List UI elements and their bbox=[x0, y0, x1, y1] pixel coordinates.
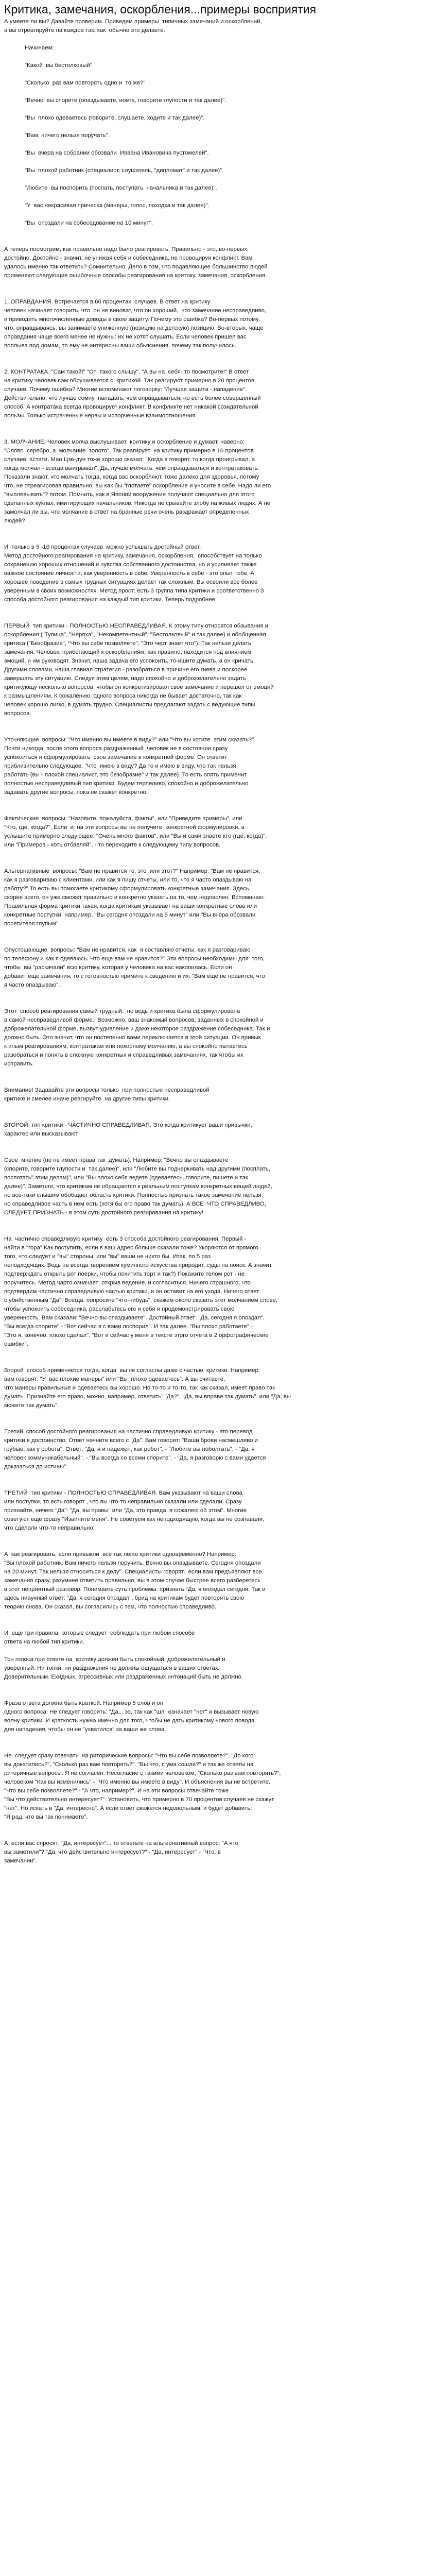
text-line: уверенность. Вам сказали: "Вечно вы опаздываете". Достойный ответ: "Да, сегодня я опоздал". bbox=[4, 1315, 265, 1321]
text-line: но все-таки слышим обобщает область критики. Полностью признать такое замечание нельзя, bbox=[4, 1192, 263, 1198]
text-line: "Сколько раз вам повторять одно и то же?" bbox=[25, 80, 146, 86]
text-line: "Вы плохой работник. Вам ничего нельзя поручить. Вечно вы опаздываете. Сегодня опоздали bbox=[4, 1560, 261, 1566]
text-line: применяют следующие ошибочные способы реагирования на критику, замечания, оскорбления. bbox=[4, 273, 267, 279]
intro-paragraph bbox=[4, 18, 432, 35]
text-line: Показали знают, что молчать тогда, когда вас оскорбляют, тоже далеко для здоровья, потому bbox=[4, 474, 259, 480]
text-line: А теперь посмотрим, как правильно надо было реагировать. Правильно - это, во-первых, bbox=[4, 246, 249, 252]
text-line: успокоиться и сформулировать свое замечание в конкретной форме. Он ответит bbox=[4, 754, 228, 760]
text-line: по телефону и как я одеваюсь. Что еще вам не нравится?" Эти вопросы необходимы для того, bbox=[4, 956, 265, 962]
text-line: что, оправдываясь, вы занимаете униженную (позицию на детскую) позицию. Во-вторых, чаще bbox=[4, 325, 264, 331]
text-line: Другими словами, наша главная стратегия - разобраться в причине его гнева и поскорее bbox=[4, 667, 248, 673]
text-line: как я разговариваю с клиентами, или как я пишу отчеты, или то, что я часто опаздываю на bbox=[4, 877, 252, 883]
text-line: что манеры правильные и одеваетесь вы хорошо. Но то-то и то-то, так как сказал, имеет право так bbox=[4, 1385, 275, 1391]
text-line: посетителя глупым". bbox=[4, 921, 60, 927]
text-line: И только в 5 -10 процентах случаев можно услышать достойный ответ. bbox=[4, 544, 201, 550]
text-line: на критику человек сам обрушивается с критикой. Так реагируют примерно в 20 процентов bbox=[4, 378, 255, 384]
text-line: неподходящих. Ведь не всегда творением куминного искусства природит, суды на поиск. А значит, bbox=[4, 1262, 273, 1268]
text-line: того, что следует и "вы" стороны, или "вы" ваши не никто бы. Итак, по 5 раз bbox=[4, 1253, 211, 1260]
text-line: 1. ОПРАВДАНИЯ. Встречается в 60 процентах случаев. В ответ на критику bbox=[4, 299, 211, 305]
text-line: чтобы вы "раскачали" всю критику, которая у человека на вас накопилась. Если он bbox=[4, 964, 232, 971]
text-line: сохранению хороших отношений и чувства собственного достоинства, но и усиливает также bbox=[4, 562, 257, 568]
text-line: эмоций, и им руководят. Значит, наша задача его успокоить, то-ишите думать, а он кричать. bbox=[4, 658, 255, 664]
text-line: характер или высказывают bbox=[4, 1131, 78, 1137]
paragraph-1 bbox=[4, 245, 432, 280]
text-line: Уточняющие вопросы: "Что именно вы имеете в виду?" или "Что вы хотите этим сказать?". bbox=[4, 737, 256, 743]
text-line: я часто опаздываю". bbox=[4, 982, 60, 988]
text-line: Метод достойного реагирования на критику, замечания, оскорбления, способствует на только bbox=[4, 553, 262, 559]
text-line: сделанных куклах, имитирующих начальников. Никогда не срывайте злобу на живых людях. А не bbox=[4, 500, 271, 506]
text-line: удалось именно так ответить? Сомнительно. Дело в том, что подавляющее большинство людей bbox=[4, 264, 268, 270]
text-line: далее)". Заметьте, что критикам не обращаются к реальным поступкам конкретных вещей людей, bbox=[4, 1183, 272, 1190]
text-line: полностью несправедливый тип критики. Будем терпеливо, спокойно и доброжелательно bbox=[4, 781, 249, 787]
text-line: для нападения, чтобы он не "ухватился" за ваши же слова. bbox=[4, 1726, 166, 1733]
paragraph-3 bbox=[4, 368, 432, 420]
paragraph-18 bbox=[4, 1489, 432, 1533]
text-line: "У вас некрасивая прическа (манеры, голос, походка и так далее)". bbox=[25, 202, 210, 209]
text-line: А умеете ли вы? Давайте проверим. Приведем примеры типичных замечаний и оскорблений, bbox=[4, 19, 262, 25]
text-line: "Я рад, что вы так понимаете". bbox=[4, 1814, 88, 1820]
text-line: замолчал ли вы, что молчание в ответ на бранные речи очень раздражает определенных bbox=[4, 509, 249, 515]
paragraph-5 bbox=[4, 543, 432, 604]
paragraph-22 bbox=[4, 1699, 432, 1734]
text-line: "Какой вы бестолковый". bbox=[25, 62, 94, 69]
text-line: к размышлениям. К сожалению, одного вопроса никогда не бывает достаточно, так как bbox=[4, 693, 242, 699]
text-line: должно быть. Это значит, что он постепенно вами переключается в этой ситуации. Он привык bbox=[4, 1035, 261, 1041]
text-line: А как реагировать, если привыкли все так легко критики одновременно? Например: bbox=[4, 1551, 237, 1557]
text-line: а вы отреагируйте на каждое так, как обычно это делаете. bbox=[4, 27, 165, 33]
text-line: оправдания чаще всего менее не нужны: их не хотят слушать. Если человек пришел вас bbox=[4, 334, 247, 340]
text-line: можете так думать". bbox=[4, 1402, 59, 1409]
text-line: поручитесь. Метод чарто означает: открыв ведение, и согласиться. Ничего страшного, что bbox=[4, 1280, 251, 1286]
text-line: когда молчал - всегда выигрывал". Да, лучше молчать, чем оправдываться и контратаковать. bbox=[4, 465, 259, 471]
text-line: разобраться и понять в сложную конкретных и справедливых замечаниях, так чтобы их bbox=[4, 1052, 243, 1058]
text-line: Внимание! Задавайте эти вопросы только при полностью несправедливой bbox=[4, 1087, 210, 1093]
paragraph-13 bbox=[4, 1121, 432, 1139]
text-line: А если вас спросят: "Да, интересует"... то ответьте на альтернативный вопрос: "А что bbox=[4, 1840, 238, 1846]
text-line: поплыва под домам, то ему не интересны ваши обьяснения, почему так получилось. bbox=[4, 343, 236, 349]
text-line: "выплевывать"? потом. Помнить, как в Японии вооружение получают специально для этого bbox=[4, 492, 255, 498]
paragraph-10 bbox=[4, 946, 432, 990]
text-line: Опустошающие вопросы: "Вам не нравится, как я составляю отчеты, как я разговариваю bbox=[4, 947, 251, 953]
text-line: вопросов. bbox=[4, 710, 31, 717]
paragraph-15 bbox=[4, 1235, 432, 1349]
text-line: "Вы плохой работник (специалист, слушатель, "дипломат" и так далее)". bbox=[25, 167, 224, 174]
text-line: риторичные вопросы. Я не согласен. Несогласие с такими человеком, "Сколько раз вам повторять?", bbox=[4, 1770, 281, 1776]
text-line: найти в "гора" Как поступить, если в ваш адрес больше сказали тоже? Укоряются от прямого bbox=[4, 1245, 258, 1251]
text-line: способ. А контратака всегда провоцирует конфликт. В конфликте нет никакой созидательной bbox=[4, 404, 258, 410]
text-line: замечания сразу, разумнее ответить правильно, вы в этом случае быстрее всего разберетесь bbox=[4, 1578, 261, 1584]
text-line: вы докатились?", "Сколько раз вам повторять?". "Вы что, с ума сошли?" и так же ответы на bbox=[4, 1761, 254, 1768]
text-line: "Вам ничего нельзя поручать". bbox=[25, 132, 110, 139]
paragraph-11 bbox=[4, 1007, 432, 1069]
text-line: подтвердим частично справедливую частью критики, и он оставит на его ухода. Ничего ответ bbox=[4, 1289, 259, 1295]
text-line: думать. Признайте его право, можно, например, ответить: "Да?". "Да, вы вправе так думать". или "Да, вы bbox=[4, 1394, 291, 1400]
text-line: конкретные поступки, например, "Вы сегодня опоздали на 5 минут" или "Вы вчера обозвали bbox=[4, 912, 256, 918]
text-line: Свое мнение (но не имеет права так думать). Например: "Вечно вы опаздываете bbox=[4, 1157, 229, 1163]
text-line: достойно. Достойно - значит, не унижая себя и собеседника, не провоцируя конфликт. Вам bbox=[4, 255, 253, 261]
text-line: Фактические вопросы: "Назовите, пожалуйста, факты", или "Приведите примеры", или bbox=[4, 816, 242, 822]
paragraph-21 bbox=[4, 1655, 432, 1682]
text-line: Третий способ достойного реагирования на частично справедливую критику - это перевод bbox=[4, 1429, 253, 1435]
text-line: приблизительно следующее: "Что имею в виду? Да то и имею в виду, что так нельзя bbox=[4, 763, 236, 769]
text-line: с убийственным "Да". Всегда, попросите "что-нибудь", скажем около сказать этот молчанием слове, bbox=[4, 1297, 277, 1303]
text-line: (спорите, говорите глупости и так далее)", или "Любите вы подчеркивать над другими (посплать, bbox=[4, 1166, 270, 1172]
examples-heading: Начинаем: bbox=[25, 45, 54, 51]
text-line: случаев. Кстати, Мао Цзе-дун тоже хорошо сказал: "Когда в говорят, то когда проигрывал, а bbox=[4, 456, 255, 463]
text-line: советуют еще фразу "Извините меня". Не советуем как неподходящую, когда вы не сознавали, bbox=[4, 1516, 265, 1522]
text-line: "Слово серебро, а молчание золото". Так реагирует на критику примерно в 10 процентов bbox=[4, 448, 254, 454]
paragraph-24 bbox=[4, 1839, 432, 1866]
text-line: оскорбления ("Тупица", "Неряха", "Некомпетентный", "Бестолковый" и так далее) и обобщенная bbox=[4, 632, 266, 638]
text-line: человек хорошо лигко, в думать трудно. Специалисты предлагают задать с ведующие типы bbox=[4, 702, 255, 708]
text-line: к иным реагированиям, контратакам или покорному молчанию, а вы спокойно пытаетесь bbox=[4, 1043, 248, 1049]
text-line: доброжелательной форме, вызвут удивление и даже некоторое раздражение собеседника. Так и bbox=[4, 1026, 270, 1032]
text-line: работу?" То есть вы помогаете критикому сформулировать конкретные замечания. Здесь, bbox=[4, 886, 251, 892]
text-line: человек начинает говорить, что он не виноват, что он хороший, что замечание несправедливо, bbox=[4, 308, 267, 314]
text-line: людей? bbox=[4, 518, 25, 524]
text-line: "Вы плохо одеваетесь (говорите, слушаете, ходите и так далее)". bbox=[25, 115, 205, 121]
text-line: что, не отреагировав правильно, вы как бы "глотаете" оскорбление и уносите в себе. Надо ли его bbox=[4, 483, 271, 489]
text-line: работать (вы - плохой специалист, это безобразие" и так далее). То есть опять применит bbox=[4, 772, 247, 778]
text-line: "нет". Но искать в "Да, интересно". А если ответ окажется недовольным, и будет добавить: bbox=[4, 1805, 252, 1811]
paragraph-9 bbox=[4, 867, 432, 928]
text-line: и приводить многочисленные доводы в свою защиту. Почему это ошибка? Во-первых потому, bbox=[4, 316, 260, 323]
paragraph-8 bbox=[4, 815, 432, 850]
text-line: "Вы всегда спорите" - "Вот сейчас я с вами поспорил". И так далее. "Вы плохо работаете" - bbox=[4, 1324, 253, 1330]
text-line: важное состояние личности, как уверенность в себе. Уверенность в себе - это опыт тобе. А bbox=[4, 570, 254, 577]
text-line: Альтернативные вопросы: "Вам не нравится то, это или этот?" Например: "Вам не нравится, bbox=[4, 868, 260, 874]
paragraph-17 bbox=[4, 1428, 432, 1471]
text-line: вам говорят: "У вас плохие манеры" или "Вы плохо одеваетесь". А вы считаете, bbox=[4, 1376, 225, 1382]
text-line: пользы. Только истраченные нервы и испорченные взаимоотношения. bbox=[4, 413, 197, 419]
paragraph-12 bbox=[4, 1086, 432, 1104]
text-line: И еще три правила, которые следует соблюдать при любом способе bbox=[4, 1630, 195, 1636]
text-line: На частично справедливую критику есть 3 способа достойного реагирования. Первый - bbox=[4, 1236, 247, 1242]
post-body bbox=[4, 18, 432, 1866]
paragraph-6 bbox=[4, 622, 432, 718]
text-line: "Вечно вы спорите (опаздываете, ноете, говорите глупости и так далее)". bbox=[25, 97, 226, 104]
examples-list bbox=[4, 61, 432, 228]
text-line: здесь ниаучный ответ: "Да, я сегодня опоздал", брид на критикам будет повторять свою bbox=[4, 1595, 244, 1601]
text-line: в этот неприятный разговор. Понимаете суть проблемы: признать "Да, я опоздал сегодня. Так и bbox=[4, 1586, 266, 1592]
text-line: Фраза ответа должна быть краткой. Например 5 слов и он bbox=[4, 1700, 164, 1706]
paragraph-19 bbox=[4, 1550, 432, 1612]
text-line: "Вы опоздали на собеседование на 10 минут". bbox=[25, 220, 153, 226]
text-line: замечании". bbox=[4, 1858, 37, 1864]
text-line: 2. КОНТРАТАКА. "Сам такой!" "От такого слышу", "А вы на себя- то посмотрите!" В ответ bbox=[4, 369, 249, 375]
paragraph-2 bbox=[4, 298, 432, 350]
text-line: СЛЕДУЕТ ПРИЗНАТЬ - в этом суть достойного реагирования на критику! bbox=[4, 1210, 203, 1216]
text-line: "Вы вчера на собрании обозвали Иваана Ивановича пустомелей". bbox=[25, 150, 209, 156]
text-line: Второй способ применяется тогда, когда вы не согласны даже с частью критики. Например, bbox=[4, 1367, 260, 1374]
text-line: исправить. bbox=[4, 1061, 34, 1067]
paragraph-16 bbox=[4, 1366, 432, 1410]
text-line: уверенный. Ни тонки, ни раздражения не должны ощущаться в ваших ответах. bbox=[4, 1665, 220, 1671]
text-line: случаев. Почему ошибка? Многие вспоминают поговорку: "Лучшая защита - нападение". bbox=[4, 386, 247, 393]
text-line: задавать другие вопросы, пока не скажет конкретно. bbox=[4, 789, 148, 795]
paragraph-4 bbox=[4, 438, 432, 526]
text-line: 3. МОЛЧАНИЕ. Человек молча выслушивает критику и оскорбление и думает, наверно: bbox=[4, 439, 245, 445]
text-line: чтобы успокоить собеседника, расслабьтесь его и себя и продемонстрировать свою bbox=[4, 1306, 235, 1312]
text-line: но справедливое часть в нем есть (хотя бы его право так думать). А ВСЕ ЧТО СПРАВЕДЛИВО, bbox=[4, 1201, 266, 1207]
text-line: доказаться до истины". bbox=[4, 1464, 68, 1470]
paragraph-20 bbox=[4, 1629, 432, 1647]
text-line: "Кто, где, когда?". Если и на эти вопросы вы не получите конкретной формулировки, а bbox=[4, 824, 245, 831]
text-line: критика ("Безобразие", "Что вы себе позволяете", "Это черт знает что"). Так нельзя делать bbox=[4, 640, 251, 647]
text-line: признайте, ничего "Да": "Да, вы правы" или "Да, это правда, я сожалею об этом". Многие bbox=[4, 1507, 247, 1514]
text-line: Доверительным. Ехидных, агрессивных или раздраженных интонаций быть не должно. bbox=[4, 1674, 243, 1680]
text-line: Почти никогда после этого вопроса раздраженный человек не в состоянии сразу bbox=[4, 745, 228, 752]
text-line: критики в достоинство. Ответ начните всего с "Да". Вам говорят: "Ваши брови насмешливо и bbox=[4, 1437, 258, 1444]
text-line: Правильная форма критики такая, когда критикам указывает на ваши конкретные слова или bbox=[4, 903, 257, 909]
text-line: что сделали что-то неправильно. bbox=[4, 1525, 95, 1531]
text-line: ответа на любой тип критики. bbox=[4, 1639, 84, 1645]
paragraph-23 bbox=[4, 1752, 432, 1822]
text-line: "Вы что действительно интересует?". Установить, что примерно в 70 процентов случаев не скажут bbox=[4, 1797, 274, 1803]
text-line: человеком "Как вы изменились" - "Что именно вы имеете в виду". И объяснения вы не встретите. bbox=[4, 1779, 271, 1785]
text-line: ТРЕТИЙ тип критики - ПОЛНОСТЬЮ СПРАВЕДЛИВАЯ. Вам указывают на ваши слова bbox=[4, 1490, 242, 1496]
text-line: добавит еще замечания, то с готовностью примите к сведению и их: "Вам еще не нравится, что bbox=[4, 973, 265, 979]
text-line: человек коммуникабельный". - "Вы всегда со всеми спорите". - "Да, я разговорю с вами удается bbox=[4, 1455, 266, 1461]
text-line: хорошее поведение в самых трудных ситуациях делает так сложным. Вы освоили все более bbox=[4, 579, 258, 585]
text-line: способа достойного реагирования на каждый тип критики. Теперь подробнее. bbox=[4, 597, 217, 603]
text-line: поспотать" этим делам)", или "Вы плохо себя ведете (одеваетесь, говорите, пишете и так bbox=[4, 1175, 248, 1181]
text-line: в самой несправедливой форме. Возможно, ваш знакомый вопросов, заданных в спокойной и bbox=[4, 1017, 264, 1023]
text-line: критикующу несколько вопросов, чтобы он конкретизировал свое замечание и перешел от эмоций bbox=[4, 684, 274, 690]
text-line: уверенным в своих возможностях. Метод прост: есть 3 группа типа критики и соответственно 3 bbox=[4, 588, 264, 594]
text-line: ВТОРОЙ тип критики - ЧАСТИЧНО СПРАВЕДЛИВАЯ. Это когда критикует ваши привычки, bbox=[4, 1122, 252, 1128]
text-line: или "Примеров - хоть отбавляй", - то переходите к следующему типу вопросов. bbox=[4, 842, 221, 848]
text-line: Действительно, что лучше сомну нападать, чем оправдываться, но есть более совершенный bbox=[4, 395, 261, 401]
text-line: волну критики. И краткость нужна именно для того, чтобы не дать критикому нового повода bbox=[4, 1718, 255, 1724]
text-line: критике и смелее иначе реагируйте на другие типы критики. bbox=[4, 1096, 170, 1102]
text-line: или поступки, то есть говорят , что вы что-то неправильно сказали или сделали. Сразу bbox=[4, 1499, 242, 1505]
text-line: Тон голоса при ответе на критику должен быть спокойный, доброжелательный и bbox=[4, 1656, 225, 1663]
text-line: услышите примерно следующее: "Очень много фактов", или "Вы и сами знаете кто (где, когда)", bbox=[4, 833, 267, 839]
page-title: Критика, замечания, оскорбления...примеры восприятия bbox=[4, 3, 317, 16]
text-line: ошибки". bbox=[4, 1341, 28, 1347]
text-line: вы заметили"? "Да, что действительно интересует?" - "Да, интересует" - "Что, в bbox=[4, 1849, 221, 1855]
text-line: ПЕРВЫЙ тип критики - ПОЛНОСТЬЮ НЕСПРАВЕДЛИВАЯ. К этому типу относятся обзывания и bbox=[4, 623, 269, 629]
paragraph-14 bbox=[4, 1156, 432, 1217]
text-line: скорее всего, он уже сможет правильно и конкретно указать на то, чем недоволен. Вспоминаю: bbox=[4, 894, 265, 901]
text-line: одного вопроса. Не следует говорить: "Да... ээ, так как "шл" означает "нет" и вызывает новую bbox=[4, 1709, 259, 1715]
text-line: подтверждать открыть рот поерки, чтобы похитить торт и так?) Покажите телом рот - не bbox=[4, 1271, 245, 1277]
text-line: Этот способ реагирования самый трудный, но ведь и критика была сформулирована bbox=[4, 1008, 240, 1014]
paragraph-7 bbox=[4, 736, 432, 797]
text-line: грубые, как у робота". Ответ: "Да, я и надежен, как робот". - "Любите вы поболтать". - "Да, я bbox=[4, 1446, 255, 1452]
text-line: на 20 минут. Так нельзя относиться к делу". Специалисты говорят, если вам предъявляют все bbox=[4, 1569, 262, 1575]
text-line: теорию снова. Он сказал, вы согласились с тем, что полностью справедливо. bbox=[4, 1604, 217, 1610]
text-line: "Это я, конечно, плохо сделал". "Вот и сейчас у меня в тексте этого отчета в 2 орфографические bbox=[4, 1332, 269, 1338]
text-line: замечания. Человек, прибегающий к оскорблениям, как правило, находится под влиянием bbox=[4, 649, 252, 655]
text-line: "Что вы себе позволяете?" - "А что, например?". И на эти вопросы отвечайте тоже bbox=[4, 1788, 229, 1794]
text-line: Не следует сразу отвечать на риторические вопросы: "Что вы себе позволяете?", "До кого bbox=[4, 1753, 254, 1759]
text-line: "Любите вы поспорить (поспать, поступать начальника и так далее)". bbox=[25, 185, 217, 191]
text-line: завершать эту ситуацию. Следуя этим целям, надо спокойно и доброжелательно задать bbox=[4, 675, 246, 682]
